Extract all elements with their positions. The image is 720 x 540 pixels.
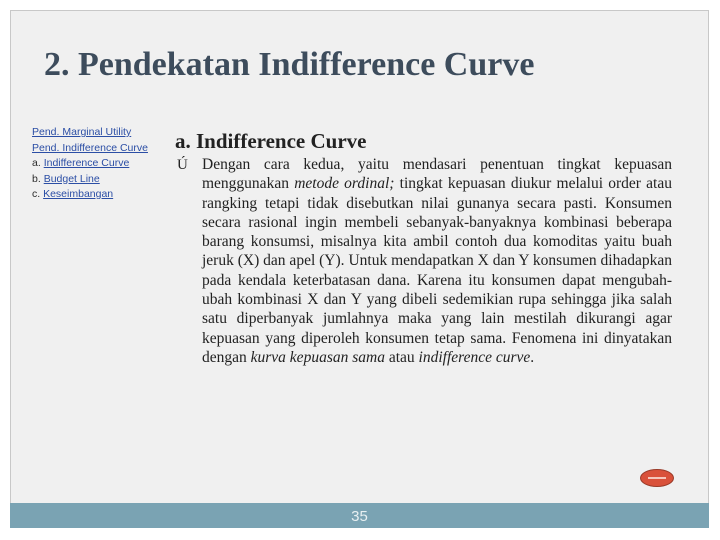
paragraph-emphasis: metode ordinal; [294, 175, 395, 193]
footer-bar [10, 503, 709, 528]
nav-prefix: a. [32, 157, 44, 169]
nav-link-indifference-curve-approach[interactable]: Pend. Indifference Curve [32, 141, 148, 154]
paragraph-text: atau [384, 348, 419, 366]
nav-item-marginal-utility [32, 125, 148, 141]
body-paragraph [202, 155, 672, 367]
nav-prefix: c. [32, 188, 44, 200]
page-number: 35 [351, 508, 368, 525]
paragraph-text: tingkat kepuasan diukur melalui order atau rangking tetapi tidak disebutkan nilai gunanya secara pasti. Konsumen secara rasional ingin membeli sebanyak-banyaknya kombinasi beberapa barang konsumsi, misalnya kita ambil contoh dua komoditas yaitu buah jeruk (X) dan apel (Y). Untuk mendapatkan X dan Y konsumen dihadapkan pada kendala keterbatasan dana. Karena itu konsumen dapat mengubah-ubah kombinasi X dan Y yang dibeli sedemikian rupa sehingga jika salah satu diperbanyak jumlahnya maka yang lain mestilah dikurangi agar kepuasan yang diperoleh konsumen tetap sama. Fenomena ini dinyatakan dengan [202, 175, 672, 366]
nav-link-marginal-utility[interactable]: Pend. Marginal Utility [32, 126, 132, 138]
next-slide-button[interactable] [640, 469, 674, 487]
paragraph-emphasis: kurva kepuasan sama [250, 348, 385, 366]
side-navigation [32, 125, 148, 203]
paragraph-emphasis: indifference curve [418, 348, 531, 366]
nav-link-indifference-curve[interactable]: Indifference Curve [43, 157, 130, 169]
nav-item-keseimbangan [32, 187, 148, 203]
section-heading: a. Indifference Curve [175, 129, 367, 153]
paragraph-text: Dengan cara kedua, yaitu mendasari penentuan tingkat kepuasan menggunakan [202, 156, 672, 193]
next-arrow-icon [648, 477, 666, 479]
nav-link-budget-line[interactable]: Budget Line [43, 172, 100, 185]
slide-title: 2. Pendekatan Indifference Curve [44, 46, 535, 83]
nav-item-indifference-curve [32, 156, 148, 172]
nav-item-indifference-curve-approach [32, 141, 148, 157]
nav-item-budget-line [32, 172, 148, 188]
paragraph-text: . [530, 348, 535, 366]
nav-link-keseimbangan[interactable]: Keseimbangan [43, 188, 114, 200]
nav-prefix: b. [32, 172, 44, 185]
bullet-icon: Ú [177, 157, 188, 173]
